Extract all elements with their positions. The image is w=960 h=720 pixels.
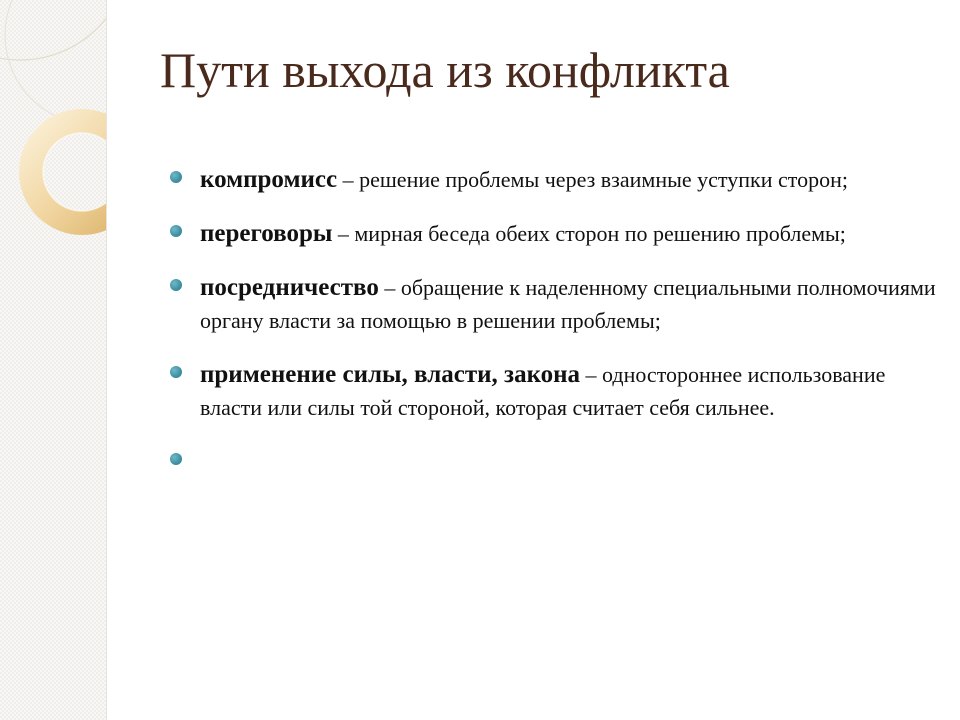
bullet-list xyxy=(170,163,940,499)
thin-ring-shape xyxy=(5,0,106,125)
bullet-dot-icon xyxy=(170,225,182,237)
bullet-description: – решение проблемы через взаимные уступки сторон; xyxy=(337,167,848,192)
decorative-side-panel xyxy=(0,0,107,720)
bullet-item-negotiation xyxy=(170,217,940,250)
bullet-term: переговоры xyxy=(200,220,333,247)
bullet-dot-icon xyxy=(170,453,182,465)
bullet-description: – мирная беседа обеих сторон по решению проблемы; xyxy=(332,221,846,246)
bullet-description: – обращение к наделенному специальными полномочиями органу власти за помощью в решении проблемы; xyxy=(200,275,936,333)
bullet-term: посредничество xyxy=(200,274,379,301)
bullet-dot-icon xyxy=(170,279,182,291)
decorative-rings-graphic xyxy=(0,0,106,720)
bullet-item-compromise xyxy=(170,163,940,196)
bullet-item-empty xyxy=(170,445,940,478)
bullet-dot-icon xyxy=(170,366,182,378)
bullet-item-force xyxy=(170,358,940,424)
bullet-item-mediation xyxy=(170,271,940,337)
bullet-term: компромисс xyxy=(200,166,338,193)
thin-ring-shape xyxy=(0,0,106,60)
bullet-dot-icon xyxy=(170,171,182,183)
slide-title: Пути выхода из конфликта xyxy=(160,42,730,98)
bullet-description: – одностороннее использование власти или силы той стороной, которая считает себя сильнее. xyxy=(200,362,886,420)
bullet-term: применение силы, власти, закона xyxy=(200,361,581,388)
